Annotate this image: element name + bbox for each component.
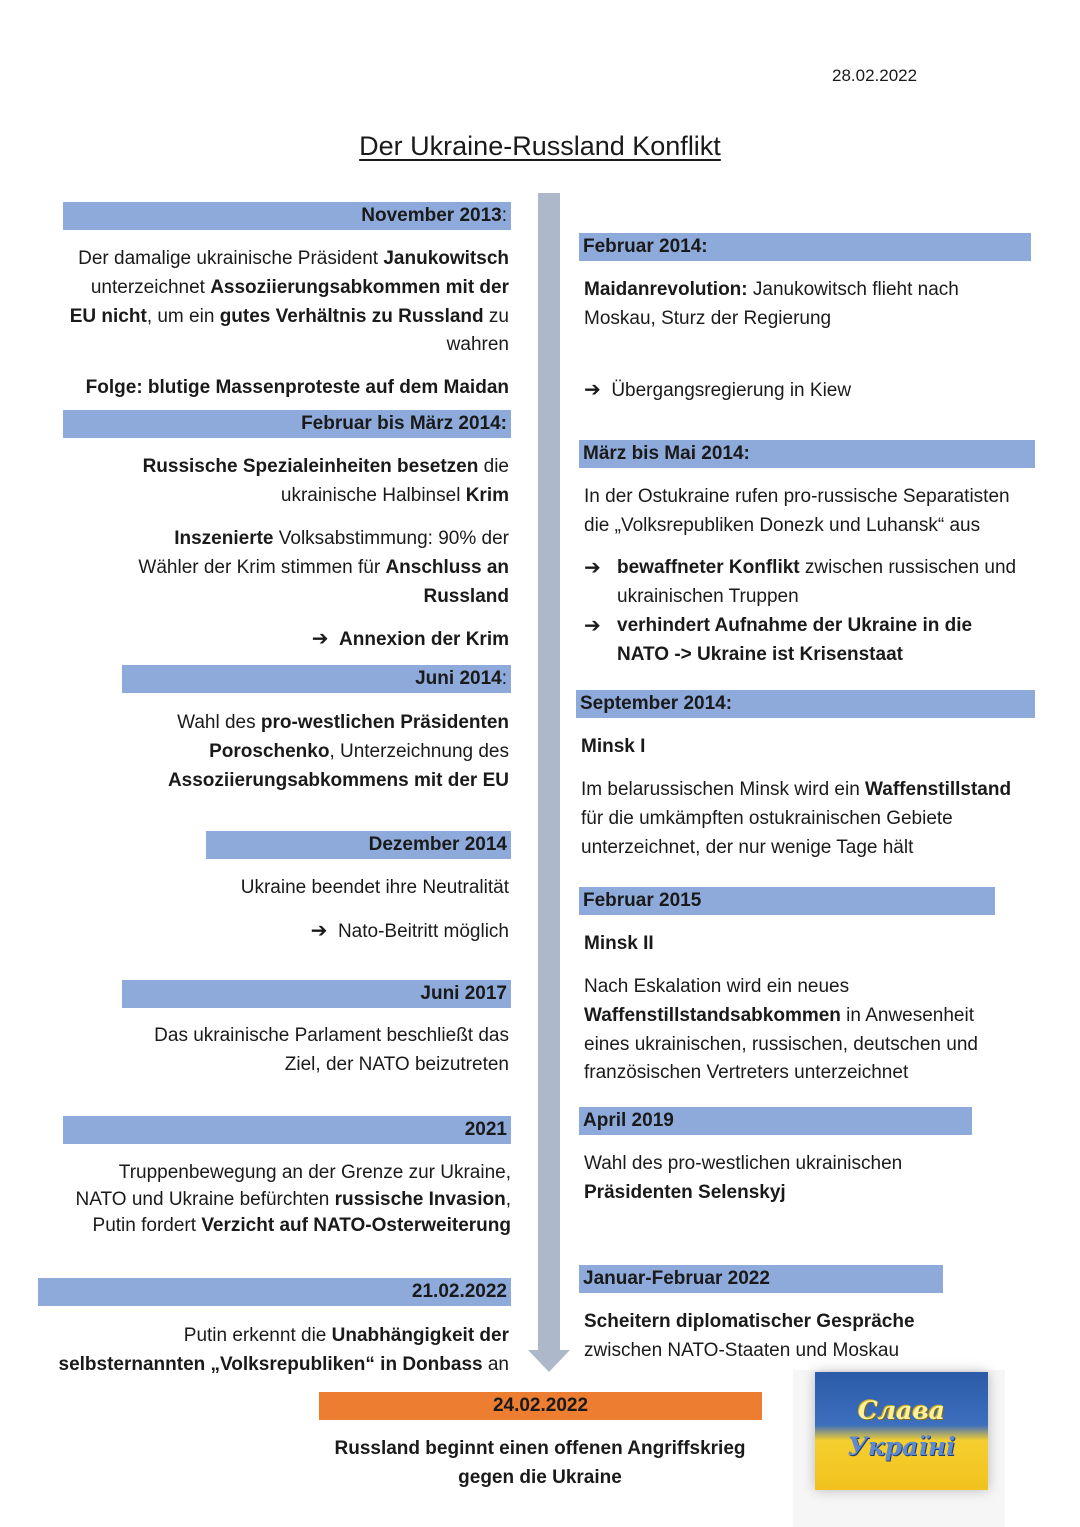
event-header-mar-2014: März bis Mai 2014: [579,440,1035,468]
event-text-mar-2014: In der Ostukraine rufen pro-russische Separatisten die „Volksrepubliken Donezk und Luhansk“ aus [584,486,1010,536]
event-header-nov-2013: November 2013: [63,202,511,230]
event-text-nov-2013: Der damalige ukrainische Präsident Janukowitsch unterzeichnet Assoziierungsabkommen mit der EU nicht, um ein gutes Verhältnis zu Russland zu wahren [69,248,509,356]
event-text-krim-besetzung: Russische Spezialeinheiten besetzen die ukrainische Halbinsel Krim [142,456,509,506]
arrow-icon: ➔ [584,615,601,637]
document-date: 28.02.2022 [832,66,918,85]
event-header-2021: 2021 [63,1116,511,1144]
event-text-sep-2014: Im belarussischen Minsk wird ein Waffenstillstand für die umkämpften ostukrainischen Gebiete unterzeichnet, der nur wenige Tage hält [581,779,1012,858]
event-text-jan-2022: Scheitern diplomatischer Gespräche zwischen NATO-Staaten und Moskau [584,1311,915,1361]
event-text-24-02-2022: Russland beginnt einen offenen Angriffskrieg gegen die Ukraine [334,1438,746,1488]
flag-slogan-line1: Слава [857,1396,945,1425]
event-text-21-02-2022: Putin erkennt die Unabhängigkeit der selbsternannten „Volksrepubliken“ in Donbass an [58,1325,509,1375]
event-text-apr-2019: Wahl des pro-westlichen ukrainischen Präsidenten Selenskyj [584,1153,903,1203]
event-result-konflikt: ➔ bewaffneter Konflikt zwischen russischen und ukrainischen Truppen [584,554,1054,612]
event-result-nato-aufnahme: ➔ verhindert Aufnahme der Ukraine in die NATO -> Ukraine ist Krisenstaat [584,612,1054,670]
event-text-jun-2017: Das ukrainische Parlament beschließt das Ziel, der NATO beizutreten [154,1025,509,1075]
event-header-24-02-2022: 24.02.2022 [319,1392,762,1420]
event-header-dez-2014: Dezember 2014 [206,831,511,859]
event-text-jun-2014: Wahl des pro-westlichen Präsidenten Poroschenko, Unterzeichnung des Assoziierungsabkommens mit der EU [167,712,509,791]
event-header-feb-2014-left: Februar bis März 2014: [63,410,511,438]
event-text-2021: Truppenbewegung an der Grenze zur Ukraine, NATO und Ukraine befürchten russische Invasion, Putin fordert Verzicht auf NATO-Osterweiterung [75,1162,511,1236]
event-text-feb-2015: Nach Eskalation wird ein neues Waffenstillstandsabkommen in Anwesenheit eines ukrainischen, russischen, deutschen und französischen Vertreters unterzeichnet [584,976,978,1084]
event-header-21-02-2022: 21.02.2022 [38,1278,511,1306]
event-result-uebergangsregierung: ➔ Übergangsregierung in Kiew [584,379,852,401]
timeline-arrowhead [528,1350,570,1372]
event-header-apr-2019: April 2019 [579,1107,972,1135]
event-header-jan-2022: Januar-Februar 2022 [579,1265,943,1293]
event-header-feb-2015: Februar 2015 [579,887,995,915]
event-consequence-nov-2013: Folge: blutige Massenproteste auf dem Maidan [85,377,509,398]
event-text-maidanrevolution: Maidanrevolution: Janukowitsch flieht nach Moskau, Sturz der Regierung [584,279,959,329]
flag-slogan-line2: Україні [847,1432,956,1461]
arrow-icon: ➔ [584,379,601,401]
event-subtitle-minsk-1: Minsk I [581,736,646,757]
event-text-dez-2014: Ukraine beendet ihre Neutralität [240,877,509,898]
arrow-icon: ➔ [310,920,328,942]
arrow-icon: ➔ [311,628,329,650]
ukraine-flag-image [815,1372,988,1490]
event-result-annexion: ➔ Annexion der Krim [311,628,509,650]
event-subtitle-minsk-2: Minsk II [584,933,654,954]
event-result-nato-beitritt: ➔ Nato-Beitritt möglich [310,920,509,942]
event-header-sep-2014: September 2014: [576,690,1035,718]
event-header-feb-2014-right: Februar 2014: [579,233,1031,261]
event-text-volksabstimmung: Inszenierte Volksabstimmung: 90% der Wähler der Krim stimmen für Anschluss an Russland [138,528,509,607]
timeline-shaft [538,193,560,1353]
page-title: Der Ukraine-Russland Konflikt [359,131,721,161]
event-header-jun-2017: Juni 2017 [122,980,511,1008]
event-header-jun-2014: Juni 2014: [122,665,511,693]
arrow-icon: ➔ [584,557,601,579]
